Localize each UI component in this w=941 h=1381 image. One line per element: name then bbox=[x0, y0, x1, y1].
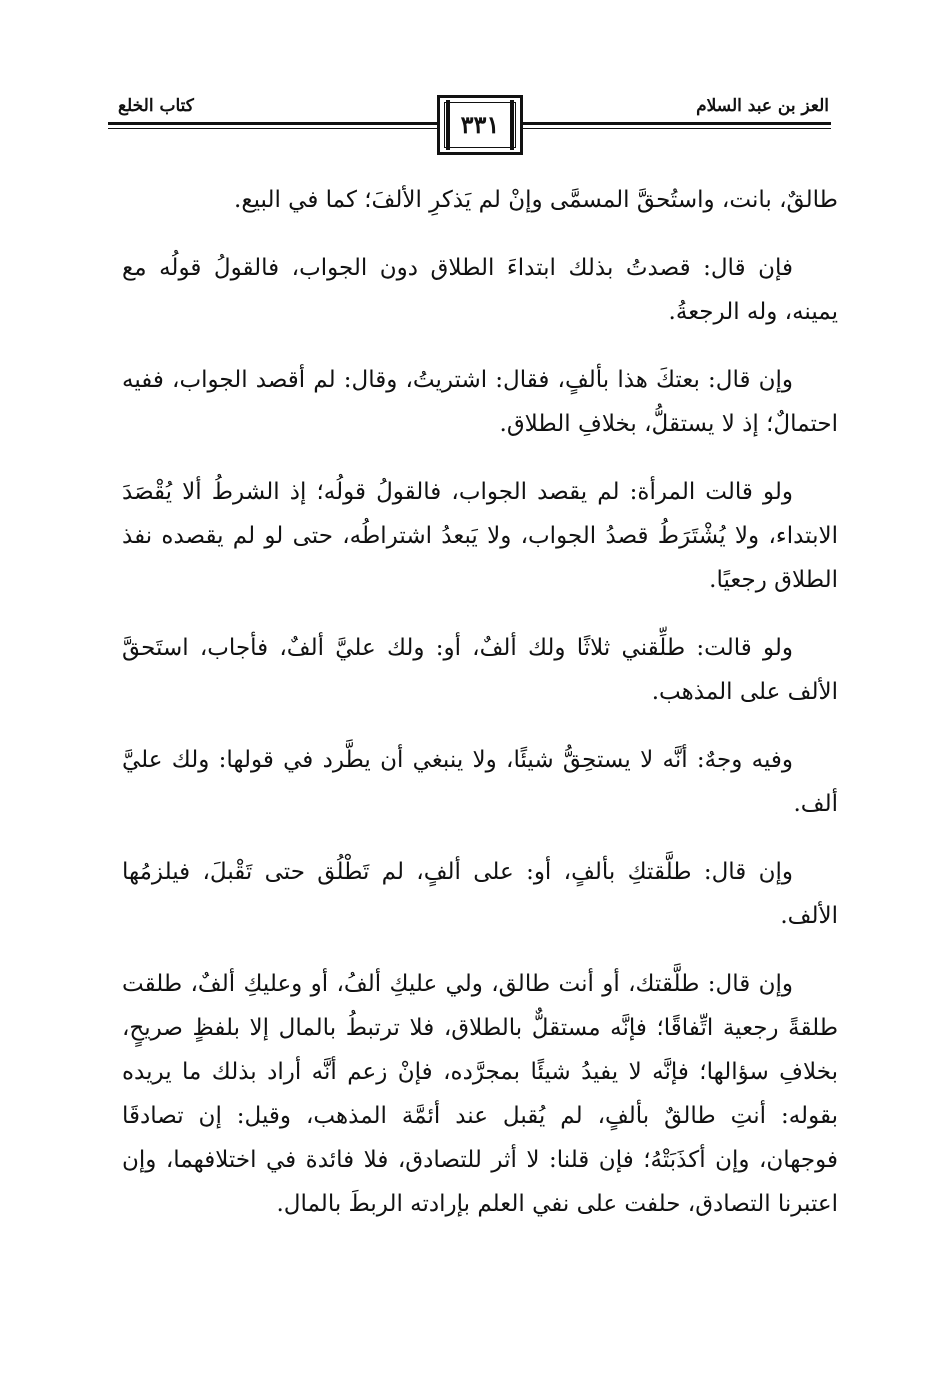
paragraph: ولو قالت المرأة: لم يقصد الجواب، فالقولُ قولُه؛ إذ الشرطُ ألا يُقْصَدَ الابتداء، ولا يُشْتَرَطُ قصدُ الجواب، ولا يَبعدُ اشتراطُه، حتى لو لم يقصده نفذ الطلاق رجعيًا. bbox=[122, 479, 838, 593]
paragraph: وإن قال: طلَّقتك، أو أنت طالق، ولي عليكِ ألفُ، أو وعليكِ ألفٌ، طلقت طلقةً رجعية اتِّفاقًا؛ فإنَّه مستقلٌّ بالطلاق، فلا ترتبطُ بالمال إلا بلفظٍ صريحٍ، بخلافِ سؤالها؛ فإنَّه لا يفيدُ شيئًا بمجرَّده، فإنْ زعم أنَّه أراد بذلك ما يريده بقوله: أنتِ طالقٌ بألفٍ، لم يُقبل عند أئمَّة المذهب، وقيل: إن تصادقَا فوجهان، وإن أكذَبَتْهُ؛ فإن قلنا: لا أثر للتصادق، فلا فائدة في اختلافهما، وإن اعتبرنا التصادق، حلفت على نفي العلم بإرادته الربطَ بالمال. bbox=[122, 971, 838, 1217]
page-number-frame bbox=[437, 95, 523, 155]
header-chapter: كتاب الخلع bbox=[118, 96, 194, 116]
page-body bbox=[122, 178, 838, 1250]
header-author: العز بن عبد السلام bbox=[696, 96, 829, 116]
paragraph: فإن قال: قصدتُ بذلك ابتداءَ الطلاق دون الجواب، فالقولُ قولُه مع يمينه، وله الرجعةُ. bbox=[122, 255, 838, 325]
paragraph: وفيه وجهٌ: أنَّه لا يستحِقُّ شيئًا، ولا ينبغي أن يطَّرد في قولها: ولك عليَّ ألف. bbox=[122, 747, 838, 817]
paragraph: ولو قالت: طلِّقني ثلاثًا ولك ألفٌ، أو: ولك عليَّ ألفٌ، فأجاب، استَحقَّ الألف على المذهب. bbox=[122, 635, 838, 705]
page-number: ٣٣١ bbox=[460, 110, 500, 139]
paragraph: طالقٌ، بانت، واستُحقَّ المسمَّى وإنْ لم يَذكرِ الألفَ؛ كما في البيع. bbox=[234, 187, 838, 213]
paragraph: وإن قال: بعتكَ هذا بألفٍ، فقال: اشتريتُ، وقال: لم أقصد الجواب، ففيه احتمالٌ؛ إذ لا يستقلُّ، بخلافِ الطلاق. bbox=[122, 367, 838, 437]
paragraph: وإن قال: طلَّقتكِ بألفٍ، أو: على ألفٍ، لم تَطْلُق حتى تَقْبلَ، فيلزمُها الألف. bbox=[122, 859, 838, 929]
